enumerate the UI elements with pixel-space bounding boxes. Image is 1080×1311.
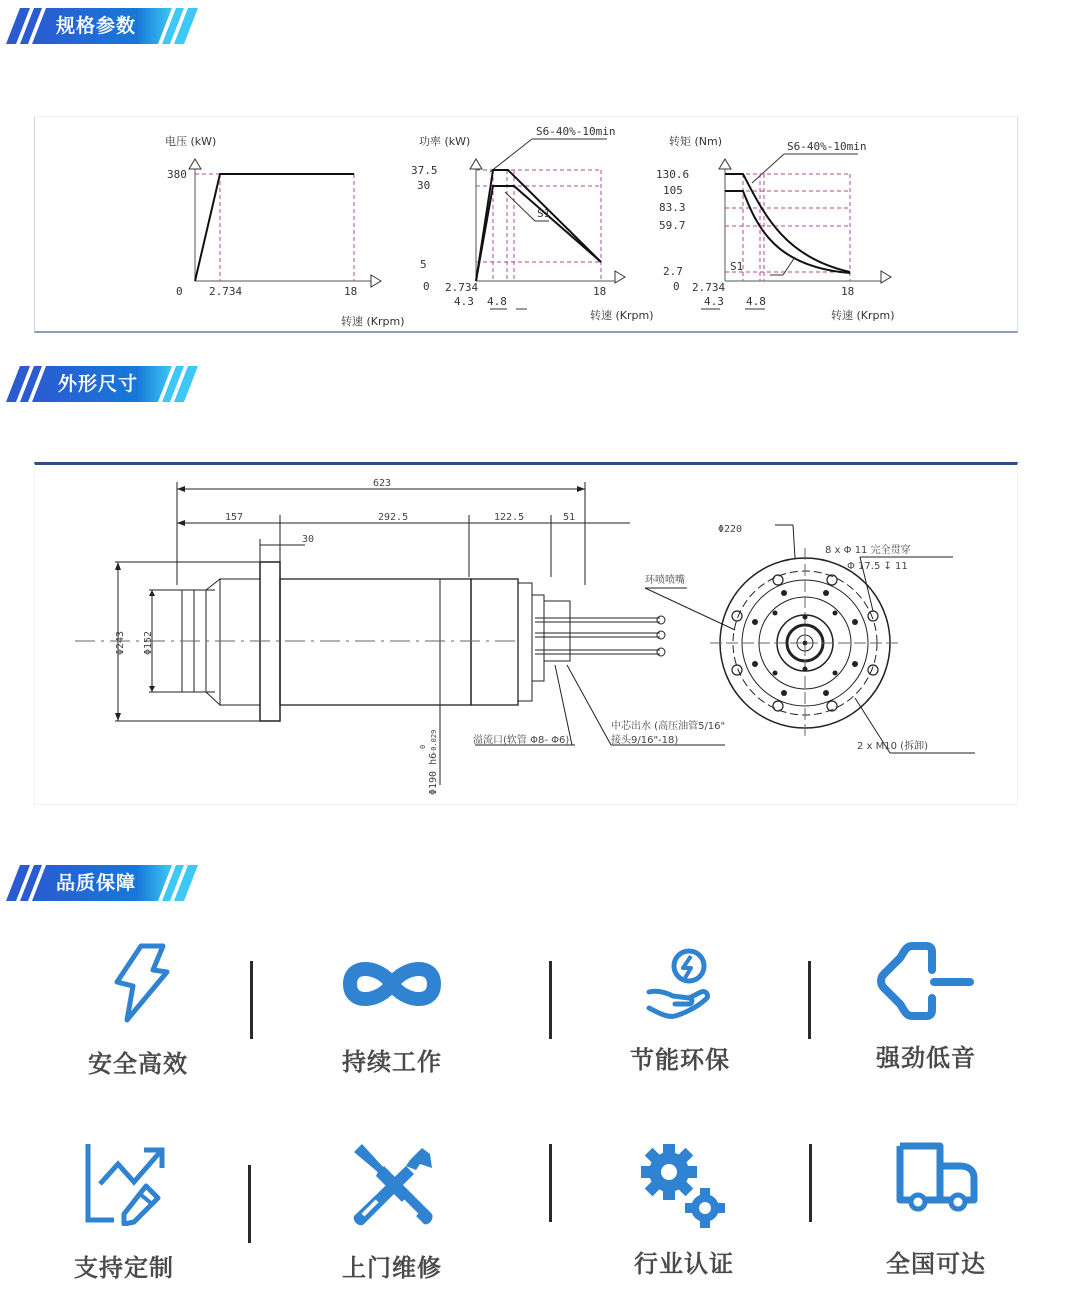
- feature-safe-efficient: 安全高效: [48, 942, 228, 1079]
- spindle-end-view: [710, 525, 975, 753]
- energy-hand-icon: [645, 946, 715, 1026]
- svg-text:59.7: 59.7: [659, 219, 686, 232]
- section-banner-specs: [0, 8, 210, 52]
- svg-text:Φ152: Φ152: [143, 630, 154, 655]
- svg-text:5: 5: [420, 258, 427, 271]
- divider: [549, 1144, 552, 1222]
- svg-text:2 x M10 (拆卸): 2 x M10 (拆卸): [857, 741, 928, 752]
- svg-text:-0.029: -0.029: [430, 729, 438, 755]
- svg-text:S6-40%-10min: S6-40%-10min: [536, 125, 616, 138]
- section-banner-dimensions: [0, 366, 210, 410]
- svg-text:Φ190 h6: Φ190 h6: [428, 752, 439, 795]
- feature-industry-certified: 行业认证: [594, 1142, 774, 1279]
- svg-text:623: 623: [373, 478, 392, 489]
- dimension-drawing-panel: [34, 462, 1018, 805]
- section-title: 品质保障: [56, 872, 137, 894]
- svg-text:功率 (kW): 功率 (kW): [419, 135, 471, 148]
- feature-nationwide-delivery: 全国可达: [846, 1142, 1026, 1279]
- infinity-icon: [340, 952, 444, 1016]
- section-banner-quality: [0, 865, 210, 909]
- svg-text:0: 0: [419, 744, 427, 749]
- svg-text:157: 157: [225, 512, 244, 523]
- svg-text:37.5: 37.5: [411, 164, 438, 177]
- performance-charts-panel: [34, 116, 1018, 333]
- divider: [808, 961, 811, 1039]
- svg-text:转矩 (Nm): 转矩 (Nm): [669, 135, 723, 148]
- spindle-dimension-drawing: [35, 465, 1019, 805]
- svg-text:292.5: 292.5: [378, 512, 409, 523]
- chart-edit-icon: [82, 1142, 166, 1226]
- svg-text:8 x Φ 11 完全贯穿: 8 x Φ 11 完全贯穿: [825, 545, 911, 556]
- divider: [809, 1144, 812, 1222]
- svg-text:122.5: 122.5: [494, 512, 525, 523]
- feature-low-noise: 强劲低音: [836, 942, 1016, 1073]
- svg-text:0: 0: [673, 280, 680, 293]
- lightning-bolt-icon: [103, 942, 173, 1026]
- svg-text:转速 (Krpm): 转速 (Krpm): [831, 309, 895, 322]
- svg-text:105: 105: [663, 184, 683, 197]
- svg-text:51: 51: [563, 512, 576, 523]
- svg-text:电压 (kW): 电压 (kW): [165, 135, 217, 148]
- svg-text:4.8: 4.8: [487, 295, 507, 308]
- chart-torque: [656, 134, 895, 322]
- feature-customization: 支持定制: [34, 1142, 214, 1283]
- divider: [250, 961, 253, 1039]
- svg-text:0: 0: [423, 280, 430, 293]
- svg-text:中芯出水 (高压油管5/16": 中芯出水 (高压油管5/16": [611, 721, 726, 732]
- svg-text:S1: S1: [730, 260, 744, 273]
- gears-icon: [639, 1142, 729, 1230]
- truck-icon: [894, 1142, 978, 1218]
- svg-text:0: 0: [176, 285, 183, 298]
- svg-text:2.7: 2.7: [663, 265, 683, 278]
- performance-charts: [35, 117, 1019, 334]
- svg-text:Φ243: Φ243: [115, 630, 126, 655]
- svg-text:83.3: 83.3: [659, 201, 686, 214]
- svg-text:转速 (Krpm): 转速 (Krpm): [590, 309, 654, 322]
- tools-icon: [350, 1142, 434, 1230]
- svg-text:2.734: 2.734: [692, 281, 726, 294]
- chart-voltage: [165, 134, 405, 328]
- svg-text:2.734: 2.734: [209, 285, 243, 298]
- low-noise-icon: [876, 942, 976, 1026]
- feature-onsite-repair: 上门维修: [302, 1142, 482, 1283]
- divider: [549, 961, 552, 1039]
- svg-text:30: 30: [302, 534, 315, 545]
- svg-text:S1: S1: [537, 207, 551, 220]
- divider: [248, 1165, 251, 1243]
- feature-energy-saving: 节能环保: [590, 946, 770, 1075]
- svg-text:4.8: 4.8: [746, 295, 766, 308]
- svg-text:S6-40%-10min: S6-40%-10min: [787, 140, 867, 153]
- svg-text:380: 380: [167, 168, 187, 181]
- svg-text:接头9/16"-18): 接头9/16"-18): [611, 735, 679, 746]
- svg-text:溢流口(软管 Φ8- Φ6): 溢流口(软管 Φ8- Φ6): [473, 735, 570, 746]
- svg-text:18: 18: [344, 285, 358, 298]
- section-title: 规格参数: [56, 15, 137, 37]
- svg-text:转速 (Krpm): 转速 (Krpm): [341, 315, 405, 328]
- svg-text:Φ220: Φ220: [718, 524, 743, 535]
- svg-text:Φ 17.5 ↧ 11: Φ 17.5 ↧ 11: [847, 561, 908, 572]
- section-title: 外形尺寸: [58, 373, 139, 395]
- svg-text:18: 18: [841, 285, 855, 298]
- svg-text:30: 30: [417, 179, 431, 192]
- svg-text:环喷喷嘴: 环喷喷嘴: [645, 575, 685, 586]
- svg-text:4.3: 4.3: [704, 295, 724, 308]
- svg-text:2.734: 2.734: [445, 281, 479, 294]
- chart-power: [411, 125, 654, 322]
- svg-text:18: 18: [593, 285, 607, 298]
- svg-text:4.3: 4.3: [454, 295, 474, 308]
- svg-text:130.6: 130.6: [656, 168, 690, 181]
- feature-continuous-work: 持续工作: [302, 952, 482, 1077]
